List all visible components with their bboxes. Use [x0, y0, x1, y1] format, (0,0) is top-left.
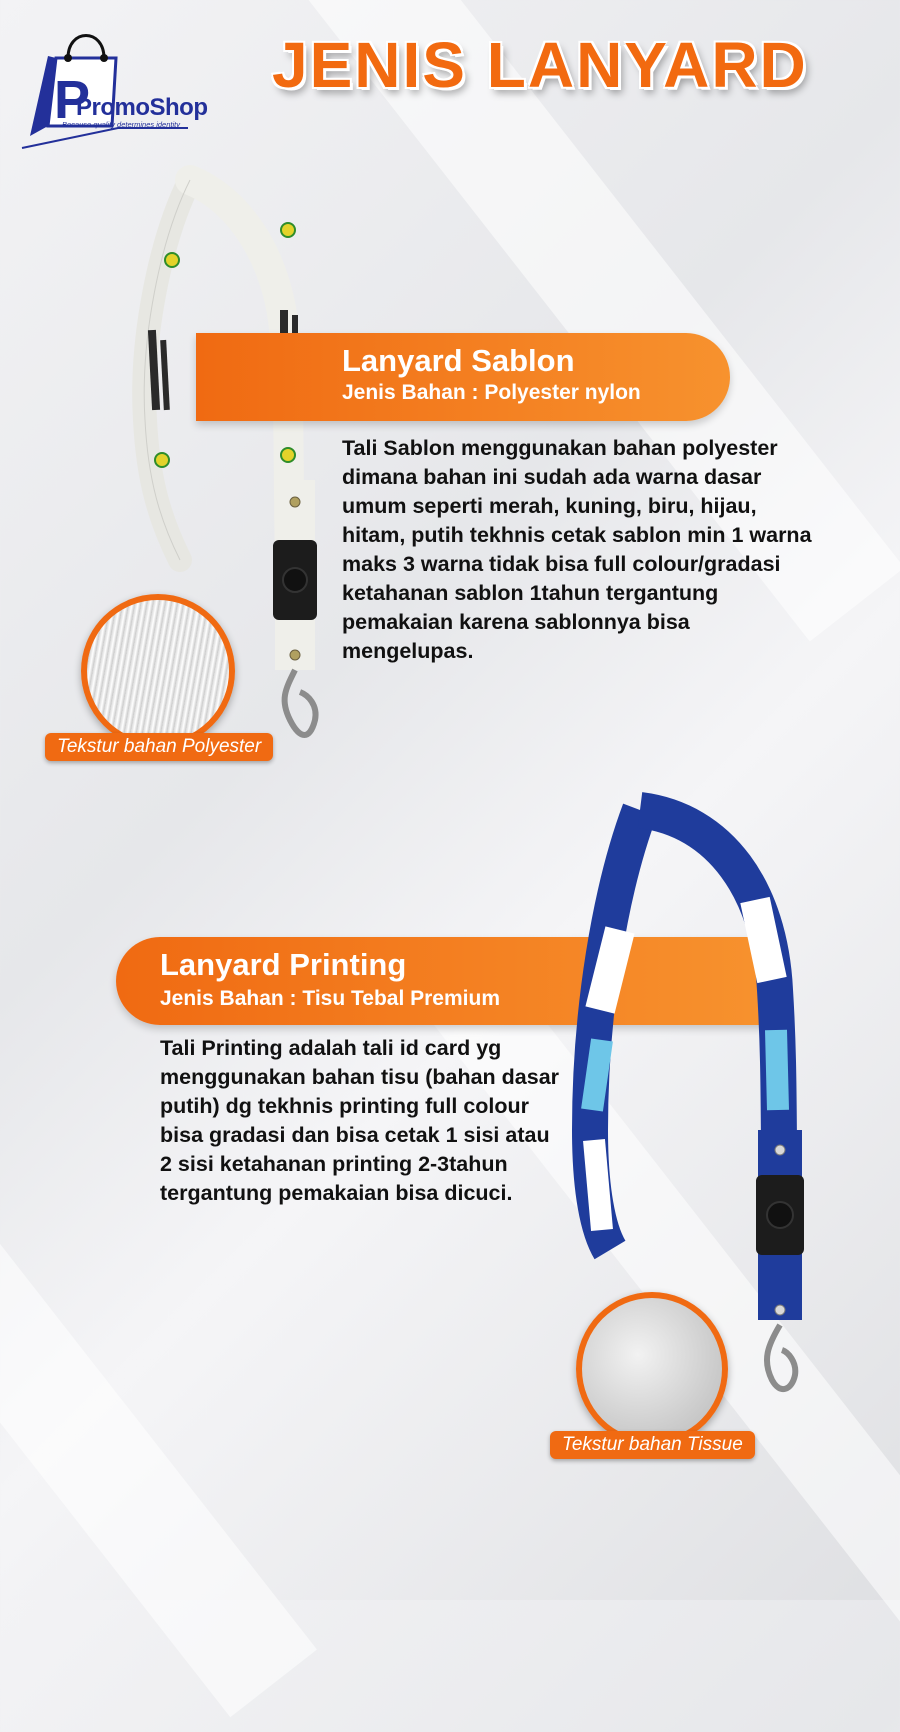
logo-brand: PromoShop: [76, 94, 208, 121]
lanyard-printing-title: Lanyard Printing: [160, 947, 407, 982]
background-stripe: [0, 783, 317, 1718]
logo-tagline: Because quality determines identity: [62, 120, 180, 129]
lanyard-printing-description: Tali Printing adalah tali id card yg menggunakan bahan tisu (bahan dasar putih) dg tekhnis printing full colour bisa gradasi dan bisa cetak 1 sisi atau 2 sisi ketahanan printing 2-3tahun tergantung pemakaian bisa dicuci.: [160, 1036, 560, 1205]
tissue-texture-label: Tekstur bahan Tissue: [550, 1431, 755, 1459]
lanyard-sablon-header: [196, 333, 730, 421]
shopping-bag-icon: [18, 16, 198, 156]
tissue-texture-swatch: [576, 1292, 728, 1446]
lanyard-printing-material: Jenis Bahan : Tisu Tebal Premium: [160, 987, 500, 1010]
page-title: JENIS LANYARD: [272, 29, 808, 101]
promoshop-logo: [18, 16, 208, 156]
lanyard-sablon-description: Tali Sablon menggunakan bahan polyester dimana bahan ini sudah ada warna dasar umum seperti merah, kuning, biru, hijau, hitam, putih tekhnis cetak sablon min 1 warna maks 3 warna tidak bisa full colour/gradasi ketahanan sablon 1tahun tergantung pemakaian karena sablonnya bisa mengelupas.: [342, 436, 812, 663]
lanyard-sablon-material: Jenis Bahan : Polyester nylon: [342, 381, 641, 404]
polyester-texture-swatch: [81, 594, 235, 748]
svg-text:P: P: [54, 70, 91, 130]
polyester-texture-label: Tekstur bahan Polyester: [45, 733, 273, 761]
lanyard-sablon-title: Lanyard Sablon: [342, 343, 575, 378]
